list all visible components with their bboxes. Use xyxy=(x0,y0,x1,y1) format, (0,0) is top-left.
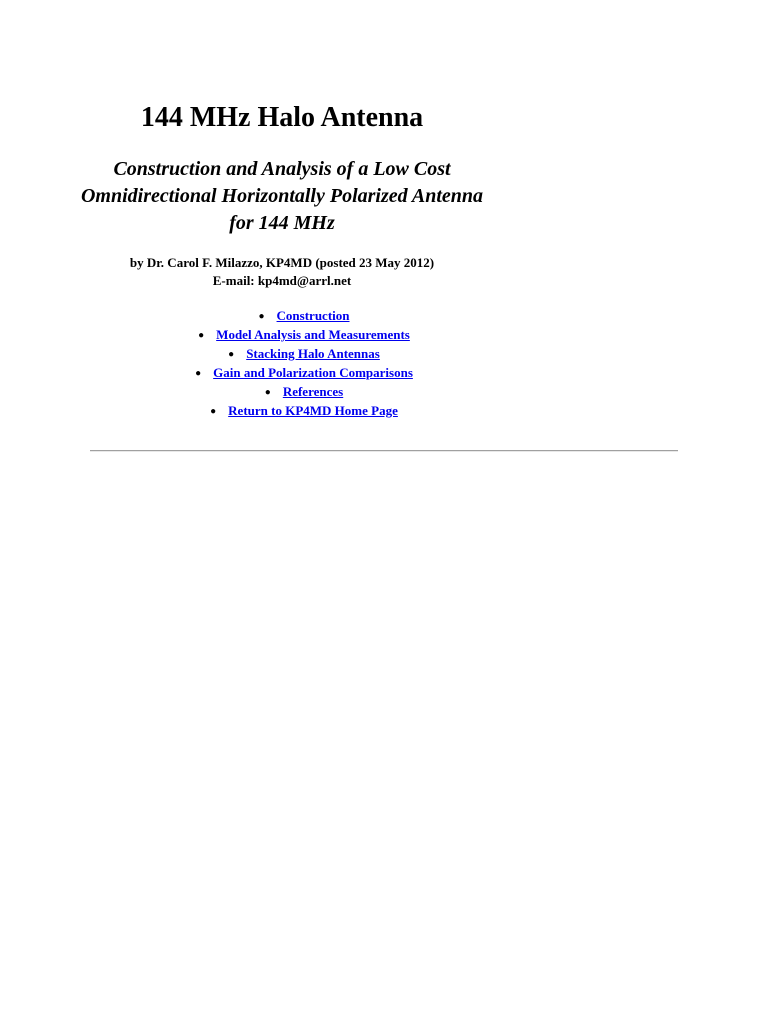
list-item xyxy=(90,345,518,364)
bullet-icon: ● xyxy=(264,387,271,398)
link-construction[interactable]: Construction xyxy=(276,308,350,323)
bullet-icon: ● xyxy=(198,330,205,341)
author-line: by Dr. Carol F. Milazzo, KP4MD (posted 23 May 2012) xyxy=(129,255,435,270)
byline xyxy=(90,254,474,290)
bullet-icon: ● xyxy=(258,311,265,322)
list-item xyxy=(90,364,518,383)
horizontal-divider xyxy=(90,450,678,452)
list-item xyxy=(90,307,518,326)
link-stacking[interactable]: Stacking Halo Antennas xyxy=(246,346,380,361)
list-item xyxy=(90,326,518,345)
bullet-icon: ● xyxy=(195,368,202,379)
email-line: E-mail: kp4md@arrl.net xyxy=(212,273,352,288)
list-item xyxy=(90,383,518,402)
page-subtitle: Construction and Analysis of a Low Cost Omnidirectional Horizontally Polarized Antenna for 144 MHz xyxy=(80,158,484,234)
section-nav xyxy=(90,307,518,421)
link-gain-comparisons[interactable]: Gain and Polarization Comparisons xyxy=(213,365,413,380)
bullet-icon: ● xyxy=(228,349,235,360)
link-references[interactable]: References xyxy=(282,384,344,399)
link-model-analysis[interactable]: Model Analysis and Measurements xyxy=(216,327,410,342)
list-item xyxy=(90,402,518,421)
bullet-icon: ● xyxy=(210,406,217,417)
page-title: 144 MHz Halo Antenna xyxy=(140,102,424,133)
link-home-page[interactable]: Return to KP4MD Home Page xyxy=(228,403,398,418)
